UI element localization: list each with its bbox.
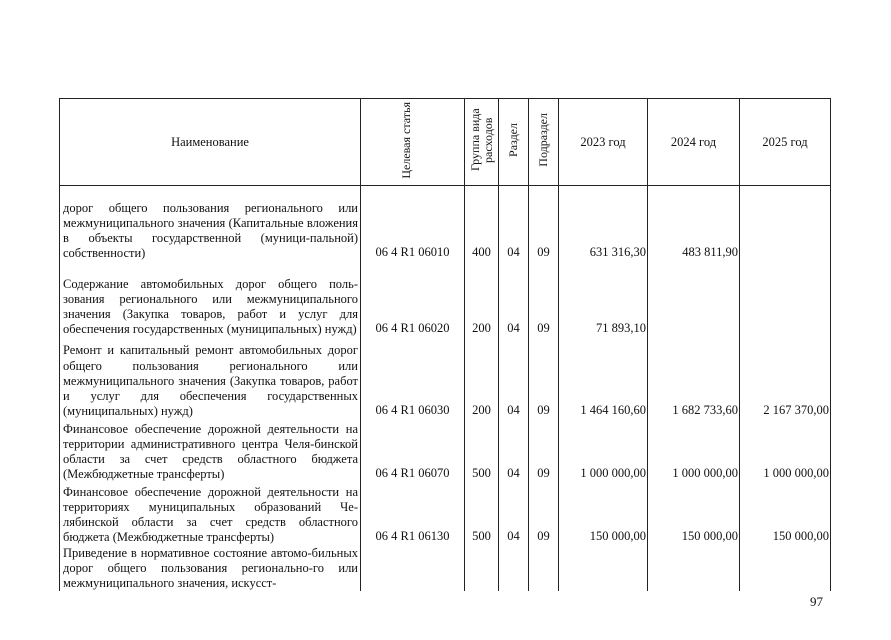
row-target: 06 4 R1 06020 bbox=[361, 262, 465, 338]
row-group bbox=[465, 546, 499, 592]
table-header-row bbox=[60, 99, 831, 186]
budget-table bbox=[59, 98, 831, 591]
row-name: Финансовое обеспечение дорожной деятельности на территориях муниципальных образований Че-лябинской области за счет средств областного бюджета (Межбюджетные трансферты) bbox=[60, 483, 361, 546]
row-group: 400 bbox=[465, 186, 499, 262]
header-section: Раздел bbox=[499, 99, 529, 186]
row-subsection bbox=[529, 546, 559, 592]
header-2023: 2023 год bbox=[559, 99, 648, 186]
row-2024 bbox=[648, 546, 740, 592]
header-name: Наименование bbox=[60, 99, 361, 186]
row-group: 500 bbox=[465, 420, 499, 483]
row-name: Ремонт и капитальный ремонт автомобильных дорог общего пользования регионального или межмуниципального значения (Закупка товаров, работ и услуг для обеспечения государственных (муниципальных) нужд) bbox=[60, 338, 361, 420]
row-2024: 1 682 733,60 bbox=[648, 338, 740, 420]
table-row bbox=[60, 546, 831, 592]
header-expense-group: Группа вида расходов bbox=[465, 99, 499, 186]
row-2025: 150 000,00 bbox=[740, 483, 831, 546]
row-2024 bbox=[648, 262, 740, 338]
row-group: 500 bbox=[465, 483, 499, 546]
row-2025 bbox=[740, 186, 831, 262]
row-section: 04 bbox=[499, 338, 529, 420]
table-row bbox=[60, 338, 831, 420]
row-group: 200 bbox=[465, 338, 499, 420]
row-target: 06 4 R1 06130 bbox=[361, 483, 465, 546]
row-section: 04 bbox=[499, 420, 529, 483]
header-2024: 2024 год bbox=[648, 99, 740, 186]
row-section: 04 bbox=[499, 262, 529, 338]
row-2025 bbox=[740, 262, 831, 338]
row-section bbox=[499, 546, 529, 592]
table-row bbox=[60, 483, 831, 546]
row-2025: 2 167 370,00 bbox=[740, 338, 831, 420]
row-2024: 150 000,00 bbox=[648, 483, 740, 546]
row-2023: 71 893,10 bbox=[559, 262, 648, 338]
row-name: Содержание автомобильных дорог общего поль-зования регионального или межмуниципального значения (Закупка товаров, работ и услуг для обеспечения государственных (муниципальных) нужд) bbox=[60, 262, 361, 338]
row-2023: 150 000,00 bbox=[559, 483, 648, 546]
row-name: Финансовое обеспечение дорожной деятельности на территории административного центра Челя-бинской области за счет средств областного бюджета (Межбюджетные трансферты) bbox=[60, 420, 361, 483]
table-row bbox=[60, 186, 831, 262]
row-2023 bbox=[559, 546, 648, 592]
row-2023: 1 000 000,00 bbox=[559, 420, 648, 483]
row-2025: 1 000 000,00 bbox=[740, 420, 831, 483]
row-2023: 1 464 160,60 bbox=[559, 338, 648, 420]
row-section: 04 bbox=[499, 186, 529, 262]
header-subsection: Подраздел bbox=[529, 99, 559, 186]
table-row bbox=[60, 262, 831, 338]
row-subsection: 09 bbox=[529, 483, 559, 546]
row-subsection: 09 bbox=[529, 262, 559, 338]
row-subsection: 09 bbox=[529, 338, 559, 420]
row-section: 04 bbox=[499, 483, 529, 546]
row-group: 200 bbox=[465, 262, 499, 338]
table-row bbox=[60, 420, 831, 483]
row-target bbox=[361, 546, 465, 592]
header-target-article: Целевая статья bbox=[361, 99, 465, 186]
row-name: Приведение в нормативное состояние автомо-бильных дорог общего пользования регионально-го или межмуниципального значения, искусст- bbox=[60, 546, 361, 592]
row-subsection: 09 bbox=[529, 420, 559, 483]
row-2024: 483 811,90 bbox=[648, 186, 740, 262]
row-2024: 1 000 000,00 bbox=[648, 420, 740, 483]
row-2023: 631 316,30 bbox=[559, 186, 648, 262]
row-subsection: 09 bbox=[529, 186, 559, 262]
row-target: 06 4 R1 06010 bbox=[361, 186, 465, 262]
row-name: дорог общего пользования регионального или межмуниципального значения (Капитальные вложения в объекты государственной (муници-пальной) собственности) bbox=[60, 186, 361, 262]
page-number: 97 bbox=[810, 594, 823, 609]
row-target: 06 4 R1 06030 bbox=[361, 338, 465, 420]
row-target: 06 4 R1 06070 bbox=[361, 420, 465, 483]
header-2025: 2025 год bbox=[740, 99, 831, 186]
row-2025 bbox=[740, 546, 831, 592]
